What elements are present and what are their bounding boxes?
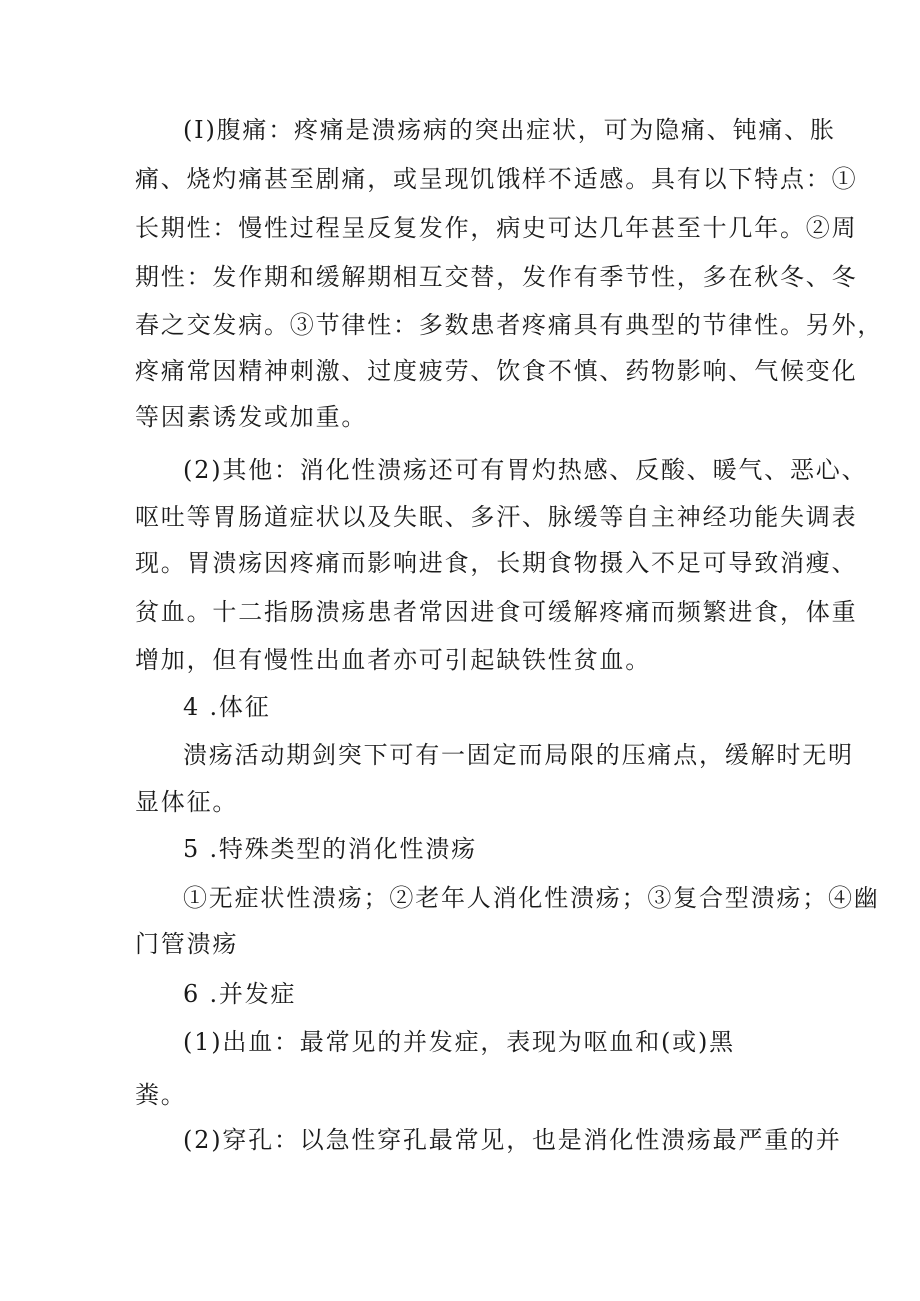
text-line: (1)出血：最常见的并发症，表现为呕血和(或)黑: [183, 1028, 735, 1056]
text-line: 门管溃疡: [135, 930, 239, 958]
section-heading: 6 .并发症: [183, 980, 297, 1008]
text-line: (2)其他：消化性溃疡还可有胃灼热感、反酸、暖气、恶心、: [183, 456, 868, 484]
text-line: 疼痛常因精神刺激、过度疲劳、饮食不慎、药物影响、气候变化: [135, 357, 858, 385]
text-line: 显体征。: [135, 788, 239, 816]
text-line: 期性：发作期和缓解期相互交替，发作有季节性，多在秋冬、冬: [135, 263, 858, 291]
text-line: 增加，但有慢性出血者亦可引起缺铁性贫血。: [135, 646, 651, 674]
text-line: ①无症状性溃疡；②老年人消化性溃疡；③复合型溃疡；④幽: [183, 884, 880, 912]
text-line: 粪。: [135, 1081, 187, 1109]
text-line: 贫血。十二指肠溃疡患者常因进食可缓解疼痛而频繁进食，体重: [135, 598, 858, 626]
text-line: 溃疡活动期剑突下可有一固定而局限的压痛点，缓解时无明: [183, 741, 854, 769]
text-line: 长期性：慢性过程呈反复发作，病史可达几年甚至十几年。②周: [135, 214, 858, 242]
text-line: 呕吐等胃肠道症状以及失眠、多汗、脉缓等自主神经功能失调表: [135, 503, 858, 531]
text-line: 痛、烧灼痛甚至剧痛，或呈现饥饿样不适感。具有以下特点：①: [135, 165, 858, 193]
section-heading: 4 .体征: [183, 693, 271, 721]
text-line: (I)腹痛：疼痛是溃疡病的突出症状，可为隐痛、钝痛、胀: [183, 116, 836, 144]
text-line: 等因素诱发或加重。: [135, 403, 368, 431]
text-line: (2)穿孔：以急性穿孔最常见，也是消化性溃疡最严重的并: [183, 1126, 842, 1154]
section-heading: 5 .特殊类型的消化性溃疡: [183, 835, 477, 863]
text-line: 春之交发病。③节律性：多数患者疼痛具有典型的节律性。另外，: [135, 311, 884, 339]
text-line: 现。胃溃疡因疼痛而影响进食，长期食物摄入不足可导致消瘦、: [135, 549, 858, 577]
